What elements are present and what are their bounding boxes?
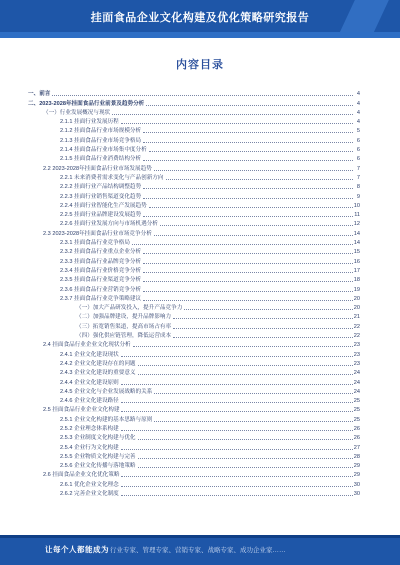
toc-entry-page: 6	[356, 137, 360, 144]
toc-entry[interactable]	[28, 432, 360, 441]
toc-entry-page: 27	[353, 444, 360, 451]
toc-entry-label: 2.4.1 企业文化建设现状	[28, 352, 120, 358]
toc-entry[interactable]	[28, 274, 360, 283]
toc-entry-page: 4	[356, 100, 360, 107]
toc-entry-page: 29	[353, 472, 360, 479]
toc-entry-page: 23	[353, 360, 360, 367]
toc-entry-page: 30	[353, 491, 360, 498]
toc-leader-dots	[143, 142, 353, 143]
toc-entry-page: 28	[353, 453, 360, 460]
toc-entry-label: （三）拓宽销售渠道，提高市场占有率	[28, 324, 172, 330]
toc-entry-label: 2.4.4 企业文化建设原则	[28, 380, 120, 386]
page-footer	[0, 535, 400, 565]
toc-entry-label: 2.3.2 挂面食品行业重点企业分析	[28, 249, 142, 255]
toc-entry-page: 21	[353, 314, 360, 321]
toc-leader-dots	[121, 411, 352, 412]
toc-leader-dots	[121, 430, 353, 431]
toc-entry-page: 5	[356, 128, 360, 135]
toc-entry-page: 30	[353, 481, 360, 488]
toc-leader-dots	[138, 365, 353, 366]
toc-entry-label: 2.4.6 企业文化建设路径	[28, 398, 120, 404]
toc-entry[interactable]	[28, 441, 360, 450]
toc-entry[interactable]	[28, 125, 360, 134]
toc-entry[interactable]	[28, 218, 360, 227]
toc-leader-dots	[173, 337, 353, 338]
toc-entry-page: 24	[353, 370, 360, 377]
toc-entry-label: 2.5.4 企业行为文化构建	[28, 445, 120, 451]
toc-entry[interactable]	[28, 358, 360, 367]
toc-leader-dots	[121, 384, 353, 385]
toc-leader-dots	[146, 105, 353, 106]
toc-entry-page: 7	[356, 174, 360, 181]
toc-entry-label: 2.5.6 企业文化传播与落地策略	[28, 463, 137, 469]
toc-entry-label: 2.3.3 挂面食品行业品牌竞争分析	[28, 259, 142, 265]
toc-entry-page: 23	[353, 342, 360, 349]
toc-entry-label: （一）行业发展概况与现状	[28, 110, 111, 116]
toc-entry[interactable]	[28, 348, 360, 357]
table-of-contents	[28, 88, 360, 536]
toc-leader-dots	[52, 95, 353, 96]
toc-entry-label: 2.1.2 挂面食品行业市场规模分析	[28, 128, 142, 134]
toc-leader-dots	[138, 458, 353, 459]
toc-entry-label: 2.6.1 优化企业文化理念	[28, 482, 120, 488]
toc-entry-label: 2.2.5 挂面行业品牌建设发展趋势	[28, 212, 142, 218]
toc-entry[interactable]	[28, 134, 360, 143]
toc-entry-label: 2.5 挂面食品行业企业文化构建	[28, 407, 120, 413]
toc-entry[interactable]	[28, 395, 360, 404]
toc-leader-dots	[121, 356, 353, 357]
toc-entry[interactable]	[28, 451, 360, 460]
toc-entry-label: 2.3.4 挂面食品行业价格竞争分析	[28, 268, 142, 274]
toc-entry[interactable]	[28, 88, 360, 97]
toc-entry-label: 2.2.6 挂面行业发展方向与市场机遇分析	[28, 221, 159, 227]
toc-entry[interactable]	[28, 404, 360, 413]
toc-leader-dots	[143, 216, 353, 217]
toc-entry-page: 11	[354, 212, 360, 219]
toc-entry-page: 22	[353, 323, 360, 330]
toc-entry[interactable]	[28, 386, 360, 395]
toc-entry[interactable]	[28, 200, 360, 209]
toc-entry-page: 14	[353, 230, 360, 237]
toc-entry[interactable]	[28, 488, 360, 497]
toc-entry[interactable]	[28, 97, 360, 106]
toc-leader-dots	[143, 198, 353, 199]
toc-entry-page: 10	[353, 202, 360, 209]
toc-leader-dots	[132, 244, 353, 245]
toc-entry[interactable]	[28, 283, 360, 292]
footer-stripe	[0, 535, 400, 538]
toc-entry-page: 6	[356, 156, 360, 163]
toc-entry[interactable]	[28, 116, 360, 125]
toc-entry-page: 25	[353, 398, 360, 405]
toc-entry[interactable]	[28, 227, 360, 236]
toc-entry-page: 29	[353, 463, 360, 470]
toc-entry[interactable]	[28, 190, 360, 199]
toc-entry-page: 4	[356, 119, 360, 126]
toc-leader-dots	[121, 495, 353, 496]
footer-slogan: 让每个人都能成为	[45, 545, 109, 554]
toc-entry-page: 14	[353, 240, 360, 247]
toc-entry-page: 12	[353, 221, 360, 228]
toc-entry-label: 2.5.3 企业制度文化构建与优化	[28, 435, 137, 441]
toc-entry-page: 16	[353, 258, 360, 265]
toc-leader-dots	[184, 309, 352, 310]
toc-entry-label: （一）加大产品研发投入，提升产品竞争力	[28, 305, 183, 311]
toc-entry-label: 2.3.7 挂面食品行业竞争策略建议	[28, 296, 142, 302]
toc-leader-dots	[112, 114, 353, 115]
toc-entry-label: 2.1.3 挂面食品行业市场竞争格局	[28, 138, 142, 144]
toc-entry-label: 2.5.5 企业物质文化构建与完善	[28, 454, 137, 460]
toc-leader-dots	[154, 235, 353, 236]
toc-entry-label: 2.3.1 挂面食品行业竞争格局	[28, 240, 131, 246]
toc-entry-label: 2.2.2 挂面行业产品结构调整趋势	[28, 184, 142, 190]
toc-entry-label: 二、2023-2028年挂面食品行业前景及趋势分析	[28, 100, 145, 107]
toc-entry[interactable]	[28, 302, 360, 311]
toc-entry[interactable]	[28, 478, 360, 487]
toc-entry[interactable]	[28, 265, 360, 274]
toc-entry[interactable]	[28, 153, 360, 162]
toc-leader-dots	[143, 132, 353, 133]
toc-leader-dots	[166, 179, 354, 180]
toc-entry-page: 20	[353, 305, 360, 312]
toc-entry-label: 2.6.2 完善企业文化制度	[28, 491, 120, 497]
toc-entry[interactable]	[28, 246, 360, 255]
toc-entry[interactable]	[28, 255, 360, 264]
toc-entry[interactable]	[28, 209, 360, 218]
toc-entry[interactable]	[28, 107, 360, 116]
toc-entry-page: 26	[353, 425, 360, 432]
toc-entry[interactable]	[28, 311, 360, 320]
toc-leader-dots	[143, 188, 353, 189]
toc-leader-dots	[143, 160, 353, 161]
toc-entry-label: 2.1.4 挂面食品行业市场集中度分析	[28, 147, 148, 153]
toc-entry-label: 2.4 挂面食品行业企业文化现状分析	[28, 342, 132, 348]
toc-leader-dots	[143, 253, 353, 254]
toc-entry-label: 2.2.3 挂面行业销售渠道变化趋势	[28, 194, 142, 200]
toc-entry-page: 22	[353, 333, 360, 340]
toc-entry-label: 2.4.3 企业文化建设的重要意义	[28, 370, 137, 376]
toc-entry-label: 2.6 挂面食品企业文化优化策略	[28, 472, 120, 478]
toc-leader-dots	[121, 123, 353, 124]
toc-leader-dots	[121, 486, 353, 487]
toc-leader-dots	[154, 421, 352, 422]
toc-leader-dots	[121, 449, 353, 450]
toc-entry-label: 2.1.1 挂面行业发展历程	[28, 119, 120, 125]
toc-entry-page: 25	[353, 407, 360, 414]
toc-leader-dots	[173, 318, 353, 319]
toc-leader-dots	[143, 281, 353, 282]
toc-leader-dots	[121, 402, 353, 403]
toc-entry-page: 23	[353, 351, 360, 358]
toc-leader-dots	[121, 476, 352, 477]
toc-entry-label: 2.2.4 挂面行业智能化生产发展趋势	[28, 203, 148, 209]
page-header	[0, 0, 400, 38]
toc-leader-dots	[143, 263, 353, 264]
toc-entry[interactable]	[28, 172, 360, 181]
toc-leader-dots	[138, 374, 353, 375]
toc-entry-label: 一、前言	[28, 91, 51, 98]
toc-entry-label: 2.4.2 企业文化建设存在的问题	[28, 361, 137, 367]
report-title: 挂面食品企业文化构建及优化策略研究报告	[90, 12, 310, 24]
toc-entry-page: 9	[356, 193, 360, 200]
header-stripe	[0, 32, 400, 38]
toc-entry-page: 18	[353, 277, 360, 284]
toc-entry-label: （四）强化供应链管理，降低运营成本	[28, 333, 172, 339]
toc-entry-label: （二）加强品牌建设，提升品牌影响力	[28, 314, 172, 320]
toc-leader-dots	[143, 300, 353, 301]
toc-entry-label: 2.1.5 挂面食品行业消费结构分析	[28, 156, 142, 162]
toc-entry-page: 24	[353, 379, 360, 386]
toc-leader-dots	[143, 291, 353, 292]
toc-entry-page: 6	[356, 147, 360, 154]
toc-entry-label: 2.3.6 挂面食品行业营销竞争分析	[28, 287, 142, 293]
toc-entry-label: 2.2 2023-2028年挂面食品行业市场发展趋势	[28, 166, 153, 172]
toc-entry-page: 7	[356, 165, 360, 172]
toc-leader-dots	[149, 151, 353, 152]
toc-entry-page: 17	[353, 267, 360, 274]
toc-entry[interactable]	[28, 460, 360, 469]
toc-heading: 内容目录	[176, 59, 224, 71]
toc-entry[interactable]	[28, 469, 360, 478]
toc-entry[interactable]	[28, 367, 360, 376]
toc-leader-dots	[160, 225, 353, 226]
toc-entry-label: 2.5.1 企业文化构建的基本思路与原则	[28, 417, 153, 423]
toc-leader-dots	[138, 467, 353, 468]
toc-leader-dots	[143, 272, 353, 273]
toc-leader-dots	[133, 346, 353, 347]
toc-entry-label: 2.3 2023-2028年挂面食品行业市场竞争分析	[28, 231, 153, 237]
toc-entry[interactable]	[28, 144, 360, 153]
toc-leader-dots	[138, 439, 353, 440]
footer-roles: 行业专家、管理专家、营销专家、战略专家、成功企业家……	[110, 547, 286, 554]
toc-entry-page: 20	[353, 295, 360, 302]
toc-entry[interactable]	[28, 181, 360, 190]
toc-entry-page: 24	[353, 388, 360, 395]
toc-entry[interactable]	[28, 293, 360, 302]
toc-entry[interactable]	[28, 162, 360, 171]
toc-entry-label: 2.4.5 企业文化与企业发展战略的关系	[28, 389, 153, 395]
toc-entry-page: 8	[356, 184, 360, 191]
toc-entry[interactable]	[28, 423, 360, 432]
toc-leader-dots	[173, 328, 353, 329]
toc-entry[interactable]	[28, 376, 360, 385]
toc-entry-label: 2.3.5 挂面食品行业渠道竞争分析	[28, 277, 142, 283]
toc-entry[interactable]	[28, 339, 360, 348]
toc-entry[interactable]	[28, 330, 360, 339]
toc-entry-label: 2.2.1 未来消费者需求变化与产品创新方向	[28, 175, 165, 181]
toc-leader-dots	[154, 170, 353, 171]
toc-entry[interactable]	[28, 413, 360, 422]
toc-entry-page: 25	[353, 416, 360, 423]
toc-entry-page: 4	[356, 109, 360, 116]
toc-leader-dots	[154, 393, 352, 394]
toc-entry-label: 2.5.2 企业理念体系构建	[28, 426, 120, 432]
toc-entry[interactable]	[28, 320, 360, 329]
toc-entry-page: 26	[353, 435, 360, 442]
toc-entry-page: 4	[356, 91, 360, 98]
toc-leader-dots	[149, 207, 353, 208]
toc-entry-page: 19	[353, 286, 360, 293]
toc-entry-page: 15	[353, 249, 360, 256]
toc-entry[interactable]	[28, 237, 360, 246]
